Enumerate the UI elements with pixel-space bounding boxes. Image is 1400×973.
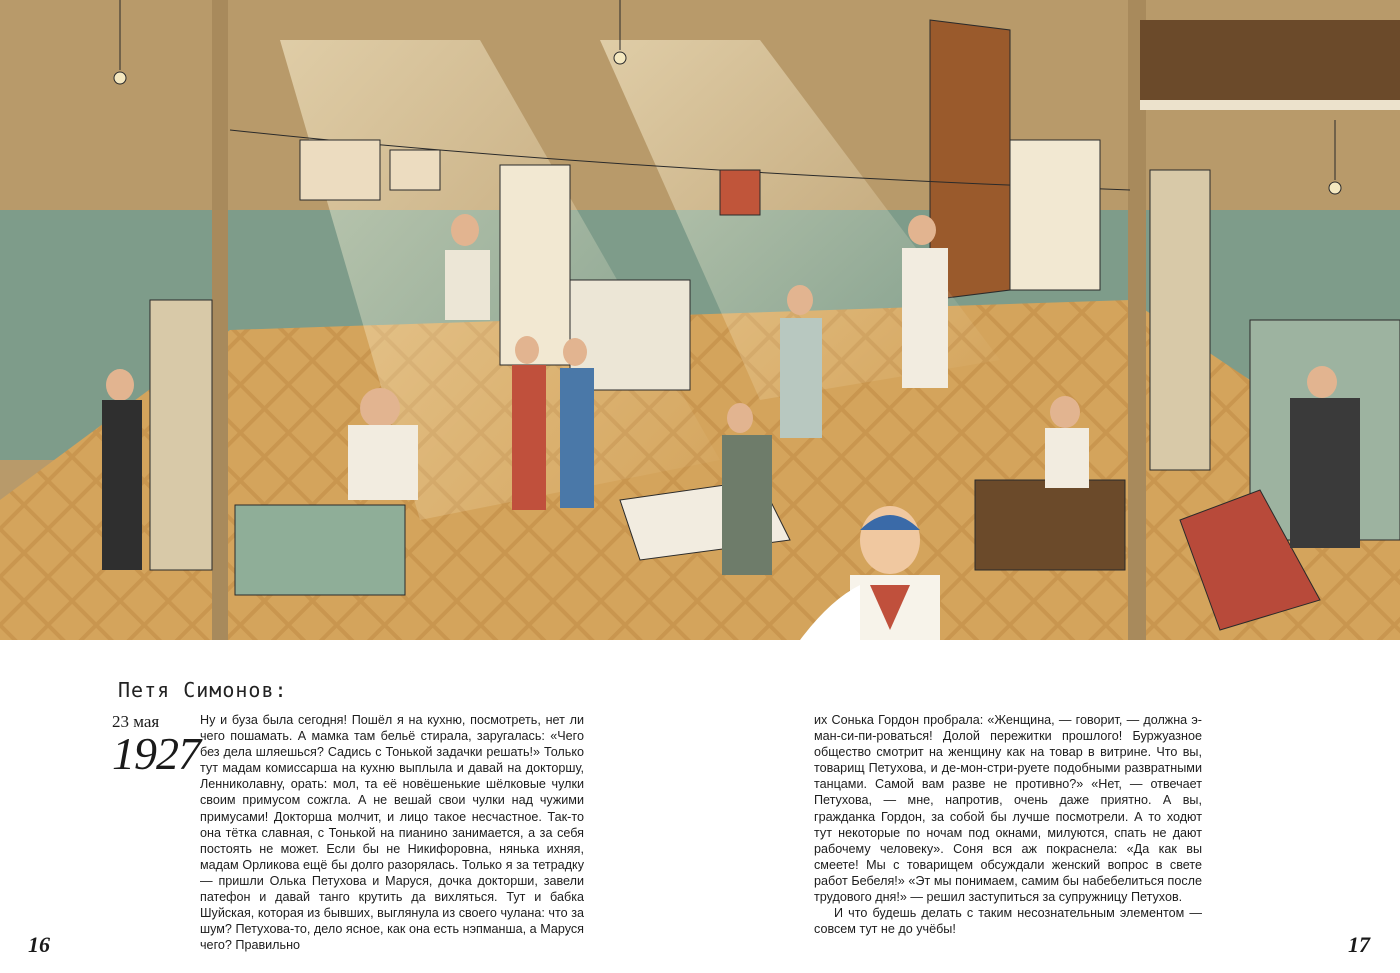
bulb-3 — [1329, 182, 1341, 194]
man-reading-head — [106, 369, 134, 401]
laundry-2 — [390, 150, 440, 190]
old-woman-head — [1307, 366, 1337, 398]
left-page — [0, 640, 700, 973]
woman-apron-body — [902, 248, 948, 388]
man-reading-body — [102, 400, 142, 570]
washerwoman-shirt — [348, 425, 418, 500]
page-number-left: 16 — [28, 932, 50, 957]
date-day: 23 мая — [112, 712, 160, 731]
girl-studying-head — [1050, 396, 1080, 428]
dancer-blue-dress — [560, 368, 594, 508]
laundry-1 — [300, 140, 380, 200]
dancer-blue-head — [563, 338, 587, 366]
left-partition — [212, 0, 228, 640]
old-woman-body — [1290, 398, 1360, 548]
left-door — [150, 300, 212, 570]
right-paragraph-1: их Сонька Гордон пробрала: «Женщина, — говорит, — должна э-ман-си-пи-роваться! Долой пережитки прошлого! Буржуазное общество смотрит на женщину как на товар в витрине. Что вы, товарищ Петухова, и де-мон-стри-руете подобными развратными танцами. Самой вам разве не противно?» «Нет, — отвечает Петухова, — мне, напротив, очень даже приятно. А вы, гражданка Гордон, за собой бы лучше посмотрели. А то ходют тут некоторые по ночам под окнами, милуются, спать не дают рабочему человеку». Соня вся аж покраснела: «Да как вы смеете! Мы с товарищем обсуждали женский вопрос в свете работ Бебеля!» «Эт мы понимаем, самим бы набебелиться после трудового дня!» — решил заступиться за супружницу Петухов. — [814, 713, 1202, 905]
right-door — [1150, 170, 1210, 470]
bulb-1 — [114, 72, 126, 84]
girl-studying-body — [1045, 428, 1089, 488]
woman-white-hat-head — [787, 285, 813, 315]
right-page — [700, 640, 1400, 973]
bulb-2 — [614, 52, 626, 64]
laundry-big — [1010, 140, 1100, 290]
woman-bending-head — [727, 403, 753, 433]
laundry-red — [720, 170, 760, 215]
woman-white-hat-body — [780, 318, 822, 438]
washerwoman-head — [360, 388, 400, 428]
sitting-man-head — [451, 214, 479, 246]
dancer-red-head — [515, 336, 539, 364]
woman-bending-body — [722, 435, 772, 575]
page-number-right: 17 — [1348, 932, 1370, 957]
sitting-man-shirt — [445, 250, 490, 320]
left-paragraph: Ну и буза была сегодня! Пошёл я на кухню, посмотреть, нет ли чего пошамать. А мамка там бельё стирала, заругалась: «Чего без дела шляешься? Садись с Тонькой задачки решать!» Только тут мадам комиссарша на кухню выплыла и давай на докторшу, Ленниколавну, орать: мол, та её новёшенькие шёлковые чулки своим примусом сожгла. А не вешай свои чулки над чужими примусами! Докторша молчит, и лицо такое несчастное. Так-то она тётка славная, с Тонькой на пианино занимается, а за себя постоять не может. Если бы не Никифоровна, нянька ихняя, мадам Орликова ещё бы долго разорялась. Только я за тетрадку — пришли Олька Петухова и Маруся, дочка докторши, завели патефон и давай танго крутить да вихляться. Тут и бабка Шуйская, которая из бывших, выглянула из своего чулана: что за шум? Петухова-то, дело ясное, как она есть нэпманша, а Маруся чего? Правильно — [200, 713, 584, 953]
hanging-sheet — [500, 165, 570, 365]
right-text — [814, 712, 1202, 937]
top-shelf — [1140, 100, 1400, 110]
suitcases — [1140, 20, 1400, 100]
right-paragraph-2: И что будешь делать с таким несознательным элементом — совсем тут не до учёбы! — [814, 906, 1202, 937]
woman-apron-head — [908, 215, 936, 245]
diary-author: Петя Симонов: — [118, 678, 288, 702]
study-desk — [975, 480, 1125, 570]
diary-date — [112, 712, 200, 779]
date-year: 1927 — [112, 728, 200, 779]
dancer-red-dress — [512, 365, 546, 510]
wash-table — [235, 505, 405, 595]
